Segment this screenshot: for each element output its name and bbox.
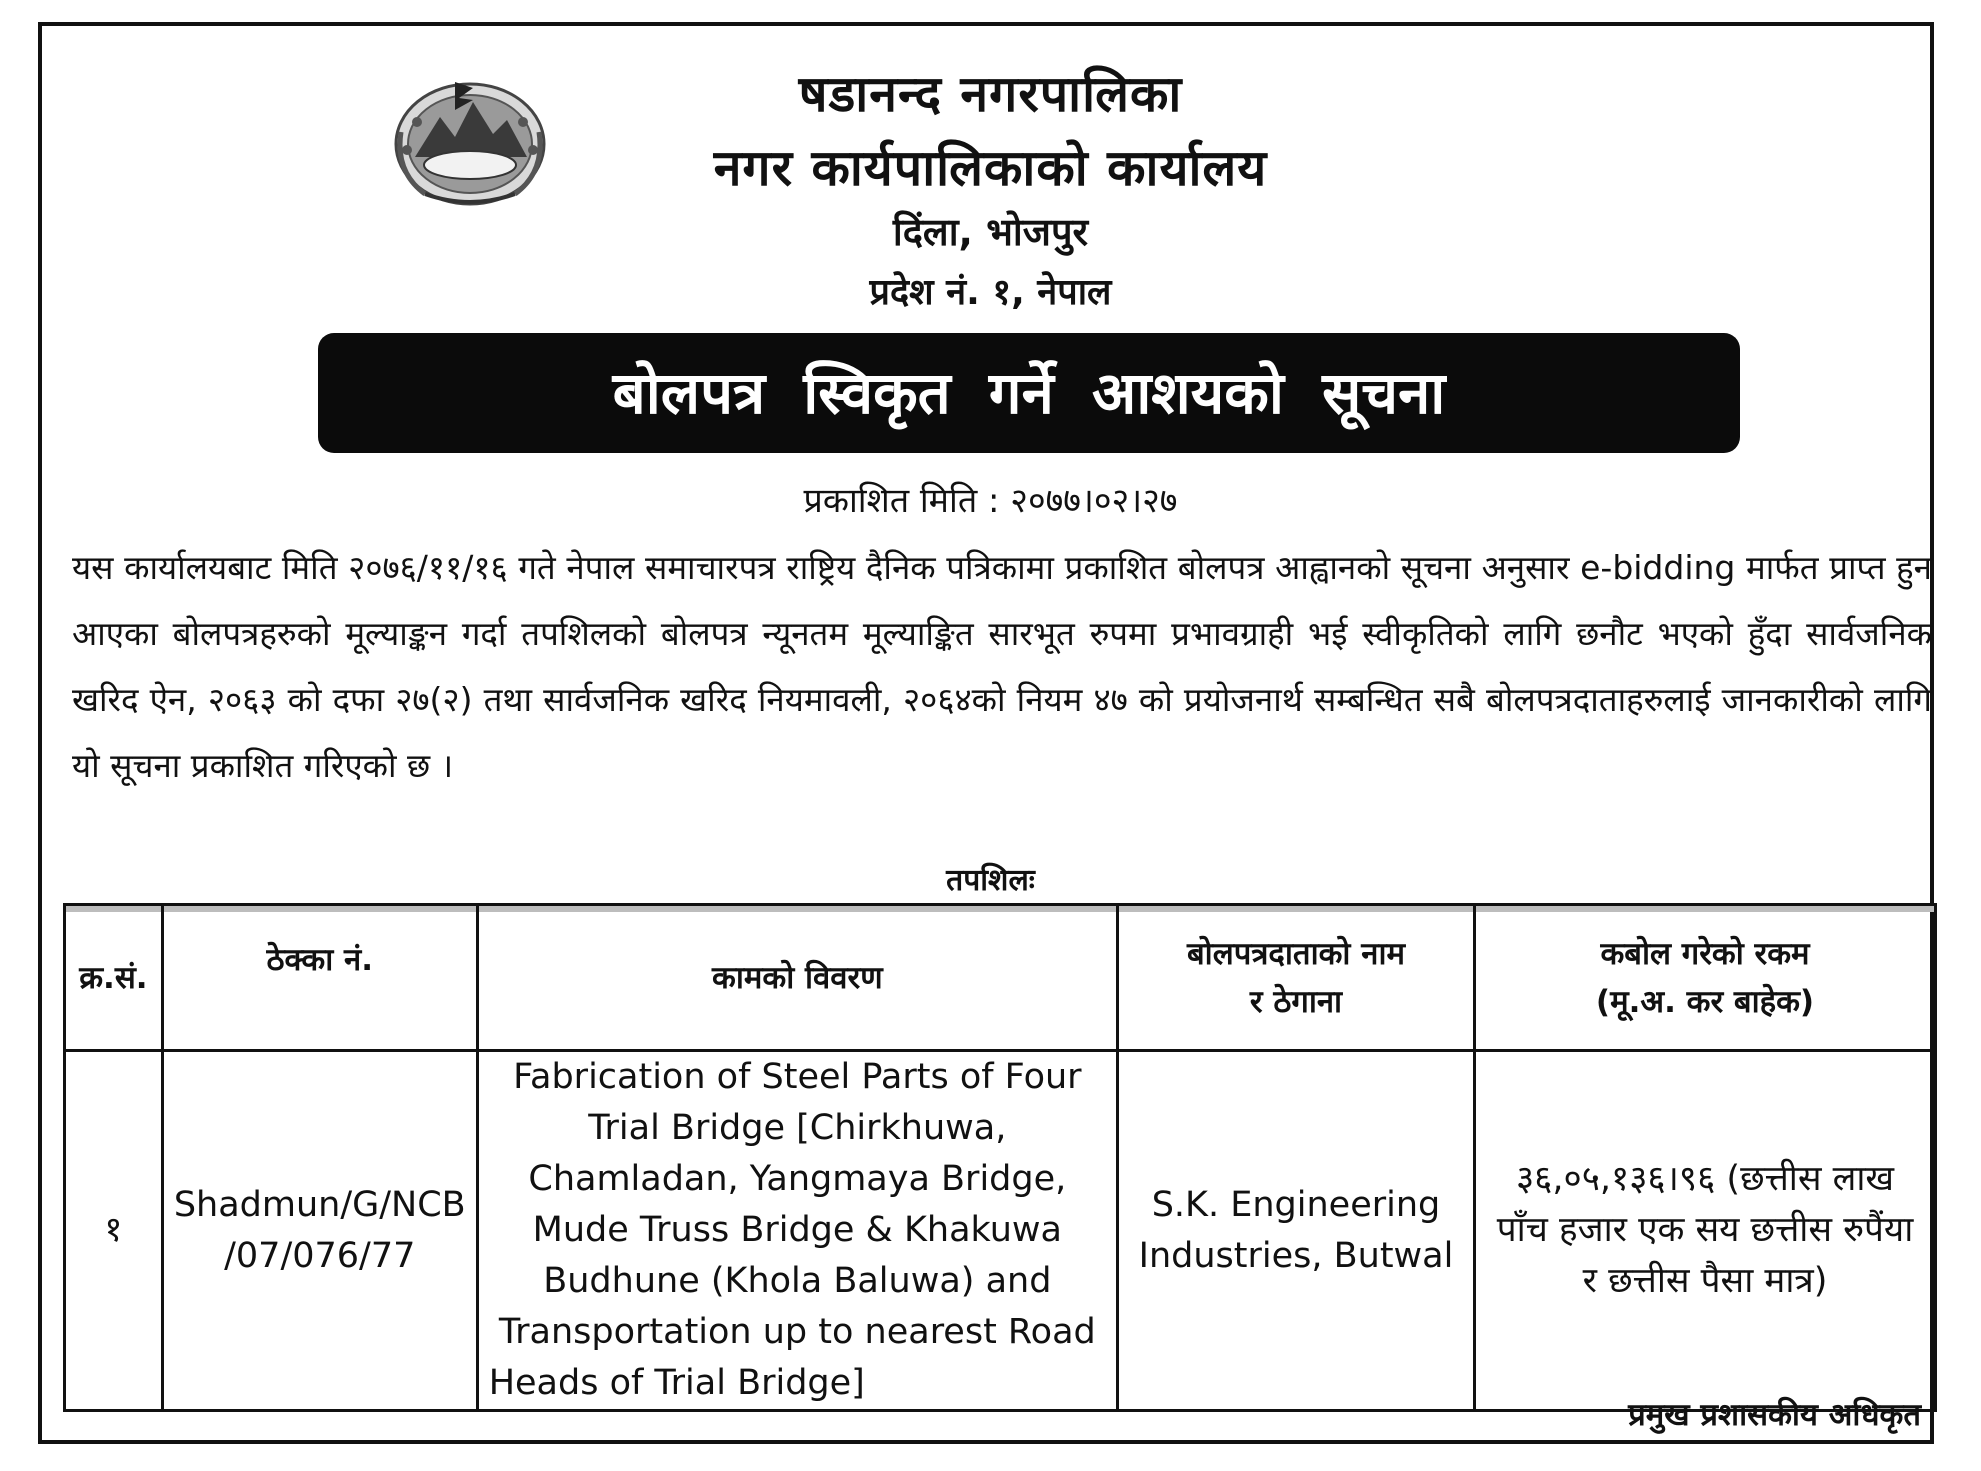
contract-no-line2: /07/076/77: [224, 1235, 416, 1276]
contract-no-line1: Shadmun/G/NCB: [173, 1184, 466, 1225]
table-header-row: [65, 905, 1936, 1051]
notice-title-banner: बोलपत्र स्विकृत गर्ने आशयको सूचना: [318, 333, 1740, 453]
details-label: तपशिलः: [946, 863, 1035, 898]
cell-amount: ३६,०५,१३६।९६ (छत्तीस लाख पाँच हजार एक सय छत्तीस रुपैंया र छत्तीस पैसा मात्र): [1475, 1051, 1936, 1411]
published-date: प्रकाशित मिति : २०७७।०२।२७: [803, 481, 1178, 521]
bidder-line1: S.K. Engineering: [1151, 1184, 1441, 1225]
header-bidder-line2: र ठेगाना: [1249, 983, 1343, 1020]
header-sn: क्र.सं.: [65, 905, 163, 1051]
cell-description: Fabrication of Steel Parts of Four Trial Bridge [Chirkhuwa, Chamladan, Yangmaya Bridge, Mude Truss Bridge & Khakuwa Budhune (Khola Baluwa) and Transportation up to nearest Road Heads of Trial Bridge]: [477, 1051, 1117, 1411]
table-row: [65, 1051, 1936, 1411]
province-line: प्रदेश नं. १, नेपाल: [869, 272, 1112, 313]
cell-contract-no: [162, 1051, 477, 1411]
notice-body: यस कार्यालयबाट मिति २०७६/११/१६ गते नेपाल समाचारपत्र राष्ट्रिय दैनिक पत्रिकामा प्रकाशित बोलपत्र आह्वानको सूचना अनुसार e-bidding मार्फत प्राप्त हुन आएका बोलपत्रहरुको मूल्याङ्कन गर्दा तपशिलको बोलपत्र न्यूनतम मूल्याङ्कित सारभूत रुपमा प्रभावग्राही भई स्वीकृतिको लागि छनौट भएको हुँदा सार्वजनिक खरिद ऐन, २०६३ को दफा २७(२) तथा सार्वजनिक खरिद नियमावली, २०६४को नियम ४७ को प्रयोजनार्थ सम्बन्धित सबै बोलपत्रदाताहरुलाई जानकारीको लागि यो सूचना प्रकाशित गरिएको छ ।: [72, 548, 1932, 785]
header-bidder: [1117, 905, 1474, 1051]
municipality-name: षडानन्द नगरपालिका: [798, 65, 1183, 123]
bidder-line2: Industries, Butwal: [1138, 1235, 1454, 1276]
cell-bidder: [1117, 1051, 1474, 1411]
header-amount-line2: (मू.अ. कर बाहेक): [1595, 983, 1815, 1020]
header-bidder-line1: बोलपत्रदाताको नाम: [1186, 935, 1406, 972]
header-amount: [1475, 905, 1936, 1051]
office-name: नगर कार्यपालिकाको कार्यालय: [713, 139, 1268, 197]
bid-details-table: [63, 903, 1937, 1412]
cell-sn: १: [65, 1051, 163, 1411]
office-location: दिंला, भोजपुर: [892, 210, 1089, 254]
header-description: कामको विवरण: [477, 905, 1117, 1051]
header-amount-line1: कबोल गरेको रकम: [1600, 935, 1810, 972]
header-contract-no: ठेक्का नं.: [162, 905, 477, 1051]
signatory-title: प्रमुख प्रशासकीय अधिकृत: [1628, 1397, 1921, 1433]
